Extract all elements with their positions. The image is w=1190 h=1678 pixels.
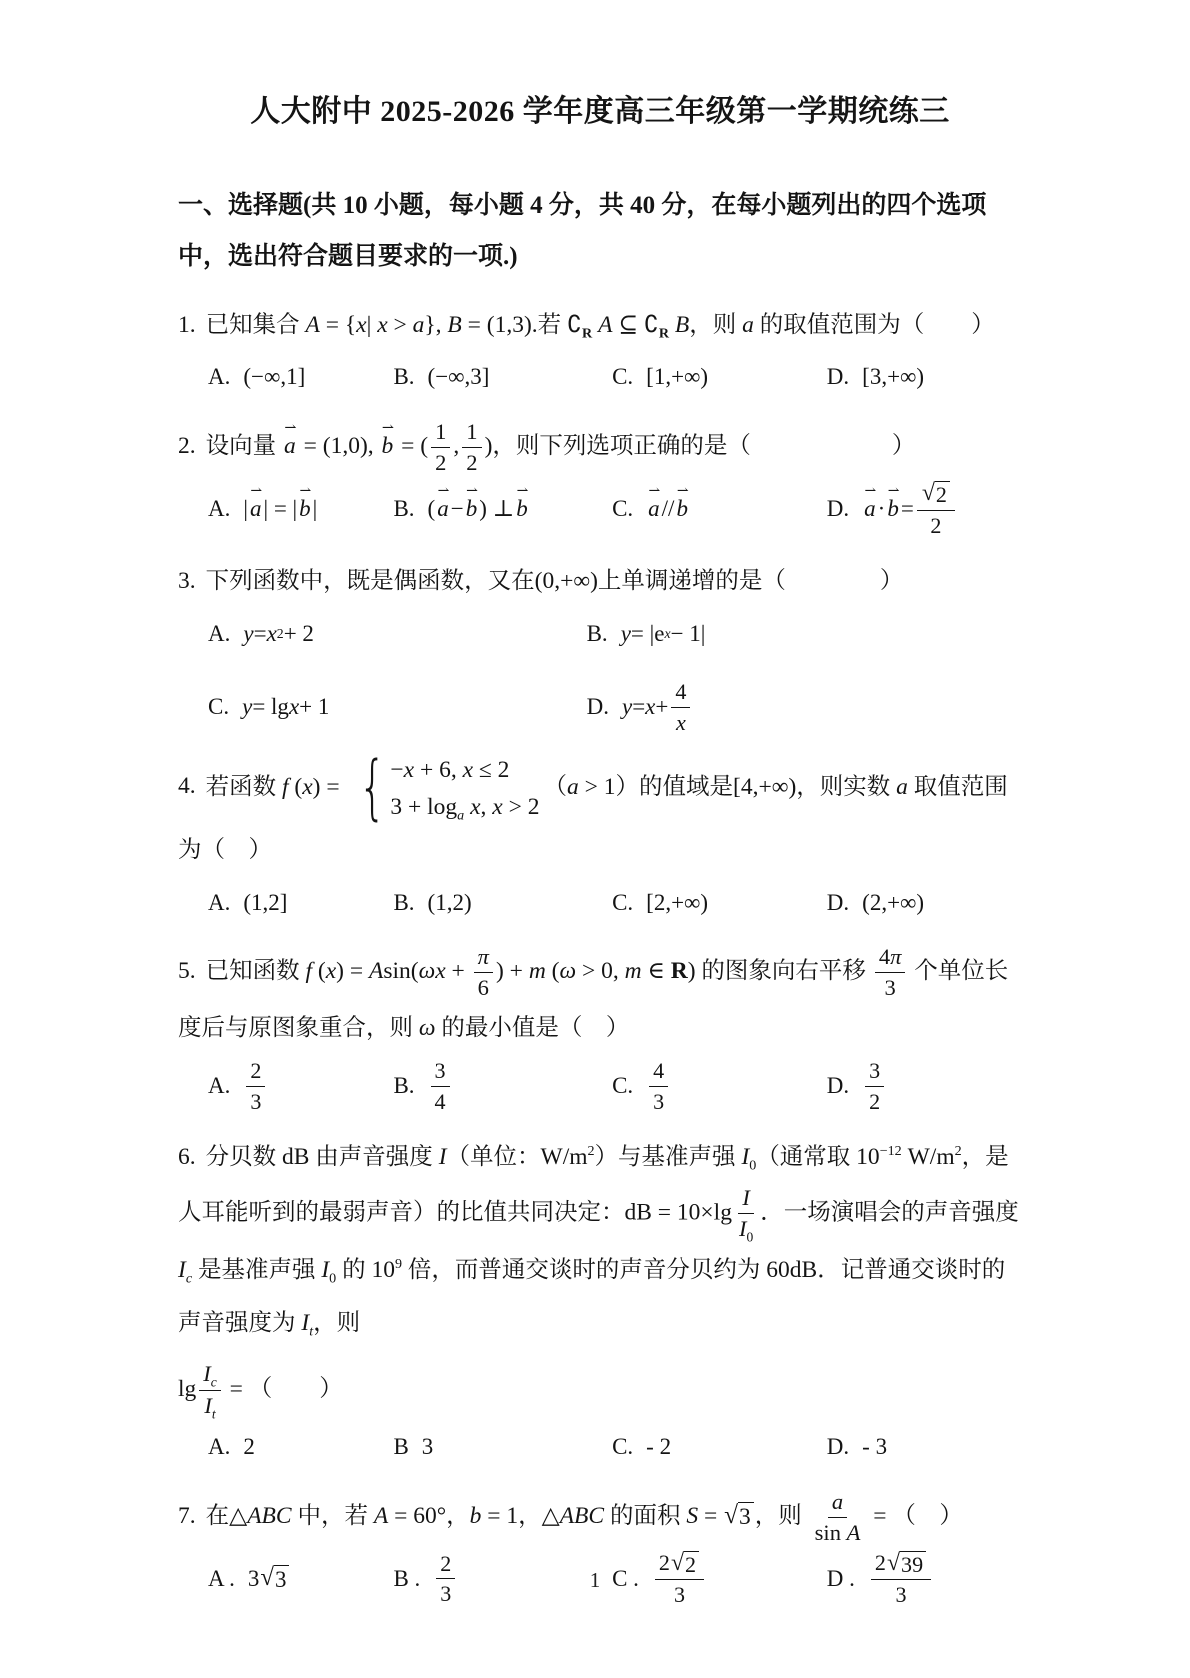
option-label: D. xyxy=(826,889,850,915)
options-row xyxy=(178,1057,1022,1115)
question-1 xyxy=(178,299,1022,402)
options-row xyxy=(178,879,1022,927)
option-label: B. xyxy=(393,495,415,521)
option-body: ( ⇀ a − ⇀ b ) ⊥ ⇀ b xyxy=(428,485,530,533)
option-body: 2 xyxy=(243,1434,255,1460)
option-label: D . xyxy=(826,1565,855,1591)
option-A xyxy=(208,1423,393,1471)
option-body: (2,+∞) xyxy=(862,889,925,915)
option-C xyxy=(612,1057,827,1115)
question-number: 7. xyxy=(178,1502,196,1529)
option-label: A. xyxy=(208,1073,231,1099)
option-A xyxy=(208,479,393,539)
radical: √ 2 xyxy=(671,1551,699,1578)
option-label: B. xyxy=(586,621,608,647)
page-title: 人大附中 2025-2026 学年度高三年级第一学期统练三 xyxy=(250,95,950,128)
option-label: C. xyxy=(208,694,230,720)
option-B xyxy=(393,1423,612,1471)
option-D xyxy=(827,353,1022,401)
section-header: 一、选择题(共 10 小题，每小题 4 分，共 40 分，在每小题列出的四个选项中，选出符合题目要求的一项.) xyxy=(178,192,987,271)
option-body: [1,+∞) xyxy=(646,364,709,390)
vector-symbol: ⇀ a xyxy=(648,483,661,521)
option-body xyxy=(862,1057,887,1115)
option-body: [3,+∞) xyxy=(862,364,925,390)
question-number: 6. xyxy=(178,1144,196,1171)
question-stem: 1. 已知集合 A = {x| x > a}, B = (1,3).若 $∁_R$ A ⊆ $∁_R$ B，则 a 的取值范围为（ ） xyxy=(178,311,995,342)
question-stem: 2. 设向量 ⇀ a = (1,0), ⇀ b = ( $\frac{1}{2}$ , $\frac{1}{2}$ )，则下列选项正确的是（ ） xyxy=(178,418,1022,477)
option-body: ⇀ a // ⇀ b xyxy=(646,485,690,533)
option-B xyxy=(393,353,612,401)
vector-symbol: ⇀ a xyxy=(864,483,877,521)
option-label: C. xyxy=(612,495,634,521)
option-label: D. xyxy=(826,495,850,521)
fraction: $\frac{I}{I_0}$ xyxy=(738,1185,754,1245)
option-C xyxy=(612,353,827,401)
option-label: A. xyxy=(208,1434,231,1460)
option-label: C. xyxy=(612,1434,634,1460)
question-4 xyxy=(178,746,1022,927)
vector-symbol: ⇀ b xyxy=(465,483,479,521)
option-label: D. xyxy=(826,1434,850,1460)
fraction: $\frac{a}{\text{sin A}}$ xyxy=(814,1488,861,1545)
option-label: C . xyxy=(612,1565,639,1591)
option-body: 3 √ 3 xyxy=(248,1555,291,1603)
vector-symbol: ⇀ a xyxy=(437,483,450,521)
question-stem: 7. 在△ABC 中，若 A = 60°，b = 1，△ABC 的面积 S = √ 3 ，则 $\frac{a}{\text{sin A}}$ = （ ） xyxy=(178,1488,1022,1547)
radical: √ 2 xyxy=(922,481,950,508)
option-A xyxy=(208,610,587,658)
option-label: A. xyxy=(208,621,231,647)
fraction: $\frac{I_c}{I_t}$ xyxy=(199,1360,221,1421)
option-D xyxy=(827,479,1022,539)
option-A xyxy=(208,353,393,401)
option-C xyxy=(612,879,827,927)
option-body: 3 xyxy=(421,1434,434,1460)
option-body xyxy=(428,1057,453,1115)
vector-symbol: ⇀ a xyxy=(249,483,263,521)
options-row xyxy=(178,353,1022,401)
vector-symbol: ⇀ b xyxy=(299,483,312,521)
option-body: y = x 2 + 2 xyxy=(243,621,314,647)
option-label: D. xyxy=(826,1073,850,1099)
option-B xyxy=(587,610,1022,658)
option-label: B. xyxy=(393,1073,415,1099)
option-label: B xyxy=(393,1434,409,1460)
vector-symbol: ⇀ b xyxy=(516,483,529,521)
fraction: 2 √ 39 3 xyxy=(871,1549,931,1609)
option-label: B. xyxy=(393,889,415,915)
option-B xyxy=(393,879,612,927)
option-C xyxy=(612,479,827,539)
option-body: [2,+∞) xyxy=(646,889,709,915)
fraction: $\frac{3}{4}$ xyxy=(431,1057,450,1115)
option-D xyxy=(827,1057,1022,1115)
question-stem: 5. 已知函数 f (x) = Asin(ωx + $\frac{\pi}{6}$ ) + m (ω > 0, m ∈ R) 的图象向右平移 $\frac{4\pi}{3}$ 个单位长度后与原图象重合，则 ω 的最小值是（ ） xyxy=(178,943,1009,1042)
options-row xyxy=(178,1423,1022,1471)
option-D xyxy=(827,1423,1022,1471)
fraction: √ 2 2 xyxy=(917,479,955,539)
question-stem: 4. 若函数 f (x) = { −x + 6, x ≤ 2 $3 + \log_a x$, x > 2 （a > 1）的值域是[4,+∞)，则实数 a 取值范围为（ ） xyxy=(178,746,1008,863)
option-label: D. xyxy=(586,694,609,720)
vector-symbol: ⇀ b xyxy=(676,483,689,521)
option-label: B . xyxy=(393,1565,421,1591)
option-body: (1,2] xyxy=(243,889,288,915)
option-body: (1,2) xyxy=(427,889,472,915)
option-body: (−∞,1] xyxy=(243,364,306,390)
line-break xyxy=(178,1350,1022,1360)
radical: √ 39 xyxy=(887,1551,926,1578)
radical: √ 3 xyxy=(724,1502,754,1531)
option-label: A. xyxy=(208,495,231,521)
question-stem: 3. 下列函数中，既是偶函数，又在(0,+∞)上单调递增的是（ ） xyxy=(178,568,904,595)
option-body: y = lg x + 1 xyxy=(242,694,330,720)
option-body: ⇀ a · ⇀ b = √ 2 2 xyxy=(862,479,958,539)
page-number: 1 xyxy=(589,1568,601,1592)
question-number: 2. xyxy=(178,432,196,459)
question-3 xyxy=(178,555,1022,736)
option-A xyxy=(208,1057,393,1115)
option-label: C. xyxy=(612,889,634,915)
question-number: 3. xyxy=(178,568,196,595)
option-label: C. xyxy=(612,1073,634,1099)
option-label: A . xyxy=(208,1565,235,1591)
option-B xyxy=(393,1057,612,1115)
fraction: $\frac{2}{3}$ xyxy=(246,1057,265,1115)
option-label: C. xyxy=(612,364,634,390)
fraction: $\frac{3}{2}$ xyxy=(865,1057,884,1115)
fraction: $\frac{4}{x}$ xyxy=(671,678,690,736)
option-body: y = x + $\frac{4}{x}$ xyxy=(622,678,693,736)
option-B xyxy=(393,479,612,539)
option-label: A. xyxy=(208,889,231,915)
vector-symbol: ⇀ a xyxy=(284,419,297,459)
option-body xyxy=(243,1057,268,1115)
vector-symbol: ⇀ b xyxy=(381,419,395,459)
question-6 xyxy=(178,1131,1022,1471)
question-stem: 6. 分贝数 dB 由声音强度 I（单位：$W/m^2$）与基准声强 $I_0$（通常取 $10^{-12}$ $W/m^2$，是人耳能听到的最弱声音）的比值共同决定：dB = 10×lg $\frac{I}{I_0}$ ．一场演唱会的声音强度 $I_c$ 是基准声强 $I_0$ 的 $10^9$ 倍，而普通交谈时的声音分贝约为 60dB．记普通交谈时的声音强度为 $I_t$，则 lg $\frac{I_c}{I_t}$ = （ ） xyxy=(178,1131,1022,1421)
fraction: 2 √ 2 3 xyxy=(655,1549,704,1609)
question-number: 4. xyxy=(178,773,196,800)
fraction: $\frac{4\pi}{3}$ xyxy=(875,943,906,1002)
question-number: 5. xyxy=(178,957,196,984)
options-row xyxy=(178,479,1022,539)
option-label: A. xyxy=(208,364,231,390)
option-body: y = |e x − 1| xyxy=(620,621,706,647)
option-body: (−∞,3] xyxy=(427,364,490,390)
piecewise-brace: { −x + 6, x ≤ 2 $3 + \log_a x$, x > 2 xyxy=(358,746,540,829)
question-number: 1. xyxy=(178,311,196,338)
option-body: | ⇀ a | = | ⇀ b | xyxy=(243,485,317,533)
option-D xyxy=(827,879,1022,927)
questions xyxy=(178,299,1022,1609)
fraction: $\frac{2}{3}$ xyxy=(436,1550,455,1608)
option-body: - 2 xyxy=(646,1434,672,1460)
option-A xyxy=(208,879,393,927)
radical: √ 3 xyxy=(260,1565,289,1594)
question-2 xyxy=(178,418,1022,539)
option-body xyxy=(646,1057,671,1115)
option-C xyxy=(208,678,587,736)
option-label: D. xyxy=(826,364,850,390)
options-row xyxy=(178,610,1022,736)
option-C xyxy=(612,1423,827,1471)
option-body: - 3 xyxy=(862,1434,888,1460)
option-D xyxy=(587,678,1022,736)
fraction: $\frac{\pi}{6}$ xyxy=(474,943,493,1002)
option-label: B. xyxy=(393,364,415,390)
fraction: $\frac{1}{2}$ xyxy=(431,418,450,477)
vector-symbol: ⇀ b xyxy=(887,483,900,521)
fraction: $\frac{4}{3}$ xyxy=(649,1057,668,1115)
fraction: $\frac{1}{2}$ xyxy=(462,418,481,477)
question-5 xyxy=(178,943,1022,1115)
